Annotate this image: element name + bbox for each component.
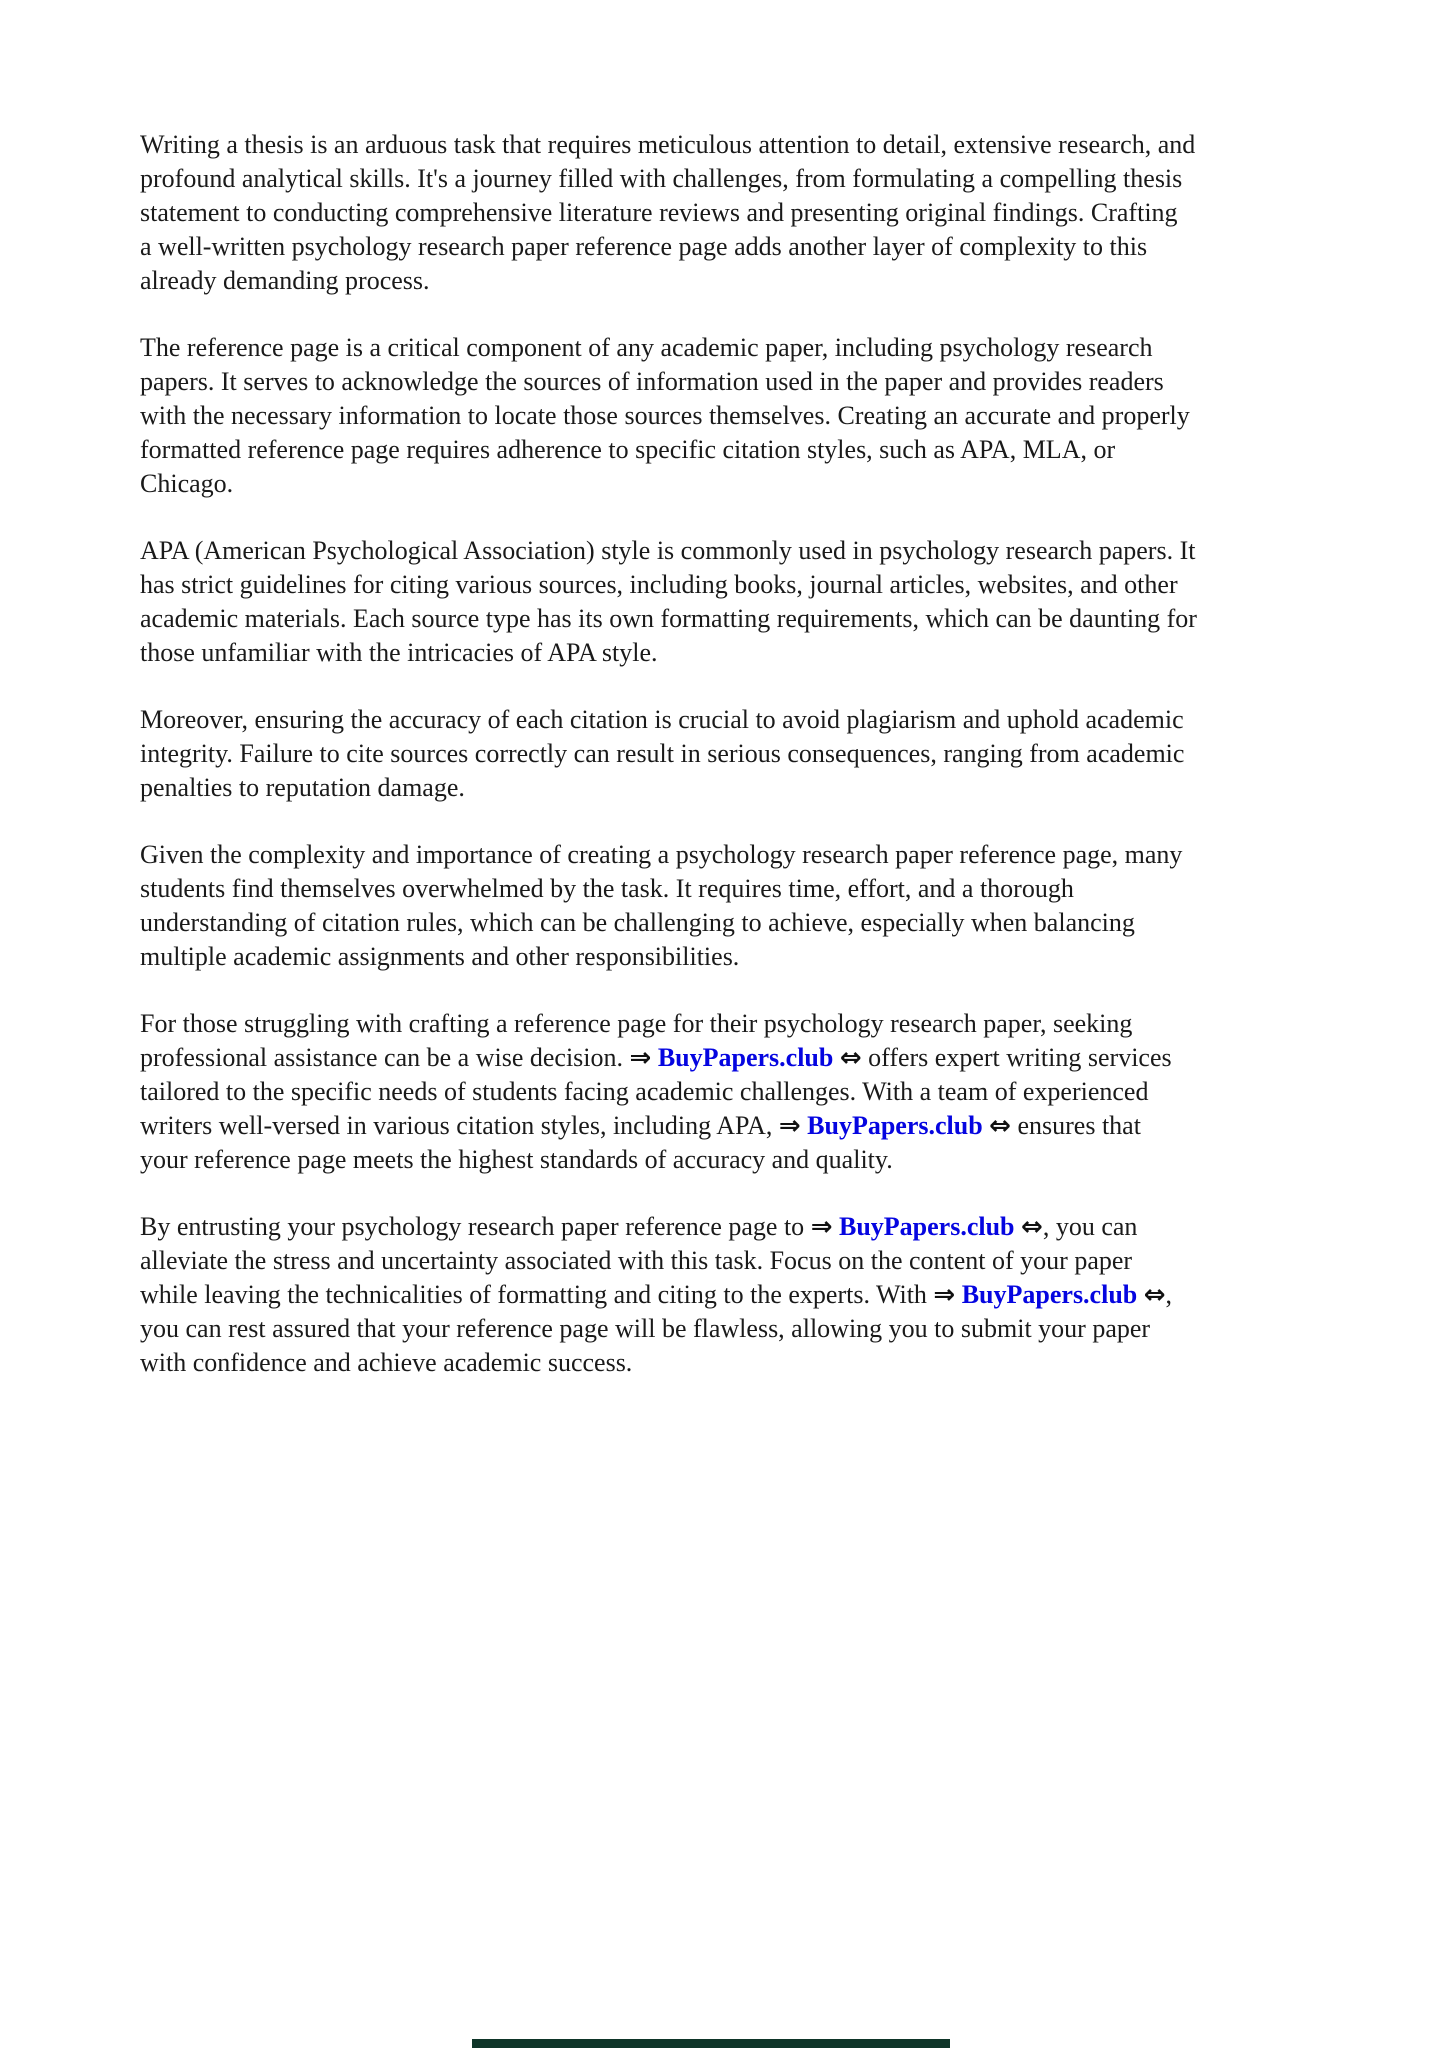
text-line [140, 365, 1375, 399]
text-run: formatted reference page requires adherence to specific citation styles, such as APA, MLA, or [140, 435, 1116, 464]
text-line [140, 331, 1375, 365]
text-line [140, 737, 1375, 771]
text-line [140, 534, 1375, 568]
text-run: understanding of citation rules, which can be challenging to achieve, especially when balancing [140, 908, 1135, 937]
text-line [140, 1278, 1375, 1312]
text-line [140, 1075, 1375, 1109]
paragraph [140, 1210, 1375, 1380]
text-run: , you can [1042, 1212, 1138, 1241]
text-run: Given the complexity and importance of creating a psychology research paper reference page, many [140, 840, 1183, 869]
text-line [140, 1210, 1375, 1244]
text-run: The reference page is a critical component of any academic paper, including psychology research [140, 333, 1153, 362]
text-line [140, 399, 1375, 433]
text-line [140, 128, 1375, 162]
text-run: offers expert writing services [861, 1043, 1172, 1072]
text-line [140, 162, 1375, 196]
text-line [140, 1007, 1375, 1041]
text-run: with confidence and achieve academic success. [140, 1348, 633, 1377]
text-line [140, 1244, 1375, 1278]
arrow-right-icon: ⇒ [933, 1280, 956, 1310]
text-line [140, 230, 1375, 264]
arrow-right-icon: ⇒ [778, 1111, 801, 1141]
text-run: , [1165, 1280, 1173, 1309]
arrow-double-icon: ⇔ [839, 1043, 862, 1073]
text-run: professional assistance can be a wise decision. [140, 1043, 630, 1072]
text-line [140, 1041, 1375, 1075]
text-run: your reference page meets the highest standards of accuracy and quality. [140, 1145, 893, 1174]
text-run: APA (American Psychological Association) style is commonly used in psychology research papers. It [140, 536, 1196, 565]
paragraph [140, 838, 1375, 974]
text-line [140, 906, 1375, 940]
text-line [140, 872, 1375, 906]
text-run: Chicago. [140, 469, 234, 498]
arrow-double-icon: ⇔ [989, 1111, 1011, 1141]
buypapers-link[interactable]: BuyPapers.club [838, 1212, 1015, 1241]
text-run: those unfamiliar with the intricacies of APA style. [140, 638, 658, 667]
text-run: ensures that [1010, 1111, 1141, 1140]
text-line [140, 1109, 1375, 1143]
text-run: tailored to the specific needs of students facing academic challenges. With a team of experienced [140, 1077, 1149, 1106]
text-run: already demanding process. [140, 266, 430, 295]
text-run: alleviate the stress and uncertainty associated with this task. Focus on the content of your paper [140, 1246, 1133, 1275]
text-run: Writing a thesis is an arduous task that requires meticulous attention to detail, extensive research, and [140, 130, 1196, 159]
text-line [140, 703, 1375, 737]
text-run: penalties to reputation damage. [140, 773, 465, 802]
text-run: with the necessary information to locate those sources themselves. Creating an accurate and properly [140, 401, 1190, 430]
text-line [140, 1312, 1375, 1346]
text-run: Moreover, ensuring the accuracy of each citation is crucial to avoid plagiarism and uphold academic [140, 705, 1184, 734]
text-line [140, 602, 1375, 636]
text-line [140, 771, 1375, 805]
arrow-double-icon: ⇔ [1143, 1280, 1166, 1310]
paragraph [140, 703, 1375, 805]
text-line [140, 636, 1375, 670]
text-line [140, 196, 1375, 230]
text-line [140, 1143, 1375, 1177]
text-run: multiple academic assignments and other responsibilities. [140, 942, 740, 971]
text-run: academic materials. Each source type has its own formatting requirements, which can be daunting for [140, 604, 1197, 633]
buypapers-link[interactable]: BuyPapers.club [657, 1043, 834, 1072]
text-run: a well-written psychology research paper reference page adds another layer of complexity to this [140, 232, 1148, 261]
arrow-right-icon: ⇒ [629, 1043, 652, 1073]
text-line [140, 1346, 1375, 1380]
arrow-right-icon: ⇒ [810, 1212, 833, 1242]
arrow-double-icon: ⇔ [1021, 1212, 1043, 1242]
text-run: has strict guidelines for citing various sources, including books, journal articles, websites, and other [140, 570, 1178, 599]
text-run: For those struggling with crafting a reference page for their psychology research paper, seeking [140, 1009, 1133, 1038]
text-line [140, 838, 1375, 872]
paragraph [140, 128, 1375, 298]
paragraph [140, 534, 1375, 670]
text-line [140, 433, 1375, 467]
bottom-bar [472, 2039, 950, 2048]
text-line [140, 568, 1375, 602]
document-body [140, 0, 1375, 1413]
text-run: papers. It serves to acknowledge the sources of information used in the paper and provides readers [140, 367, 1164, 396]
paragraph [140, 331, 1375, 501]
buypapers-link[interactable]: BuyPapers.club [807, 1111, 983, 1140]
paragraph [140, 1007, 1375, 1177]
text-line [140, 264, 1375, 298]
text-run: statement to conducting comprehensive literature reviews and presenting original findings. Crafting [140, 198, 1178, 227]
text-run: integrity. Failure to cite sources correctly can result in serious consequences, ranging from academic [140, 739, 1185, 768]
text-line [140, 467, 1375, 501]
text-run: profound analytical skills. It's a journey filled with challenges, from formulating a compelling thesis [140, 164, 1183, 193]
buypapers-link[interactable]: BuyPapers.club [961, 1280, 1138, 1309]
text-run: while leaving the technicalities of formatting and citing to the experts. With [140, 1280, 934, 1309]
text-run: students find themselves overwhelmed by the task. It requires time, effort, and a thorough [140, 874, 1074, 903]
text-run: By entrusting your psychology research paper reference page to [140, 1212, 811, 1241]
text-line [140, 940, 1375, 974]
text-run: writers well-versed in various citation styles, including APA, [140, 1111, 779, 1140]
text-run: you can rest assured that your reference page will be flawless, allowing you to submit your paper [140, 1314, 1151, 1343]
